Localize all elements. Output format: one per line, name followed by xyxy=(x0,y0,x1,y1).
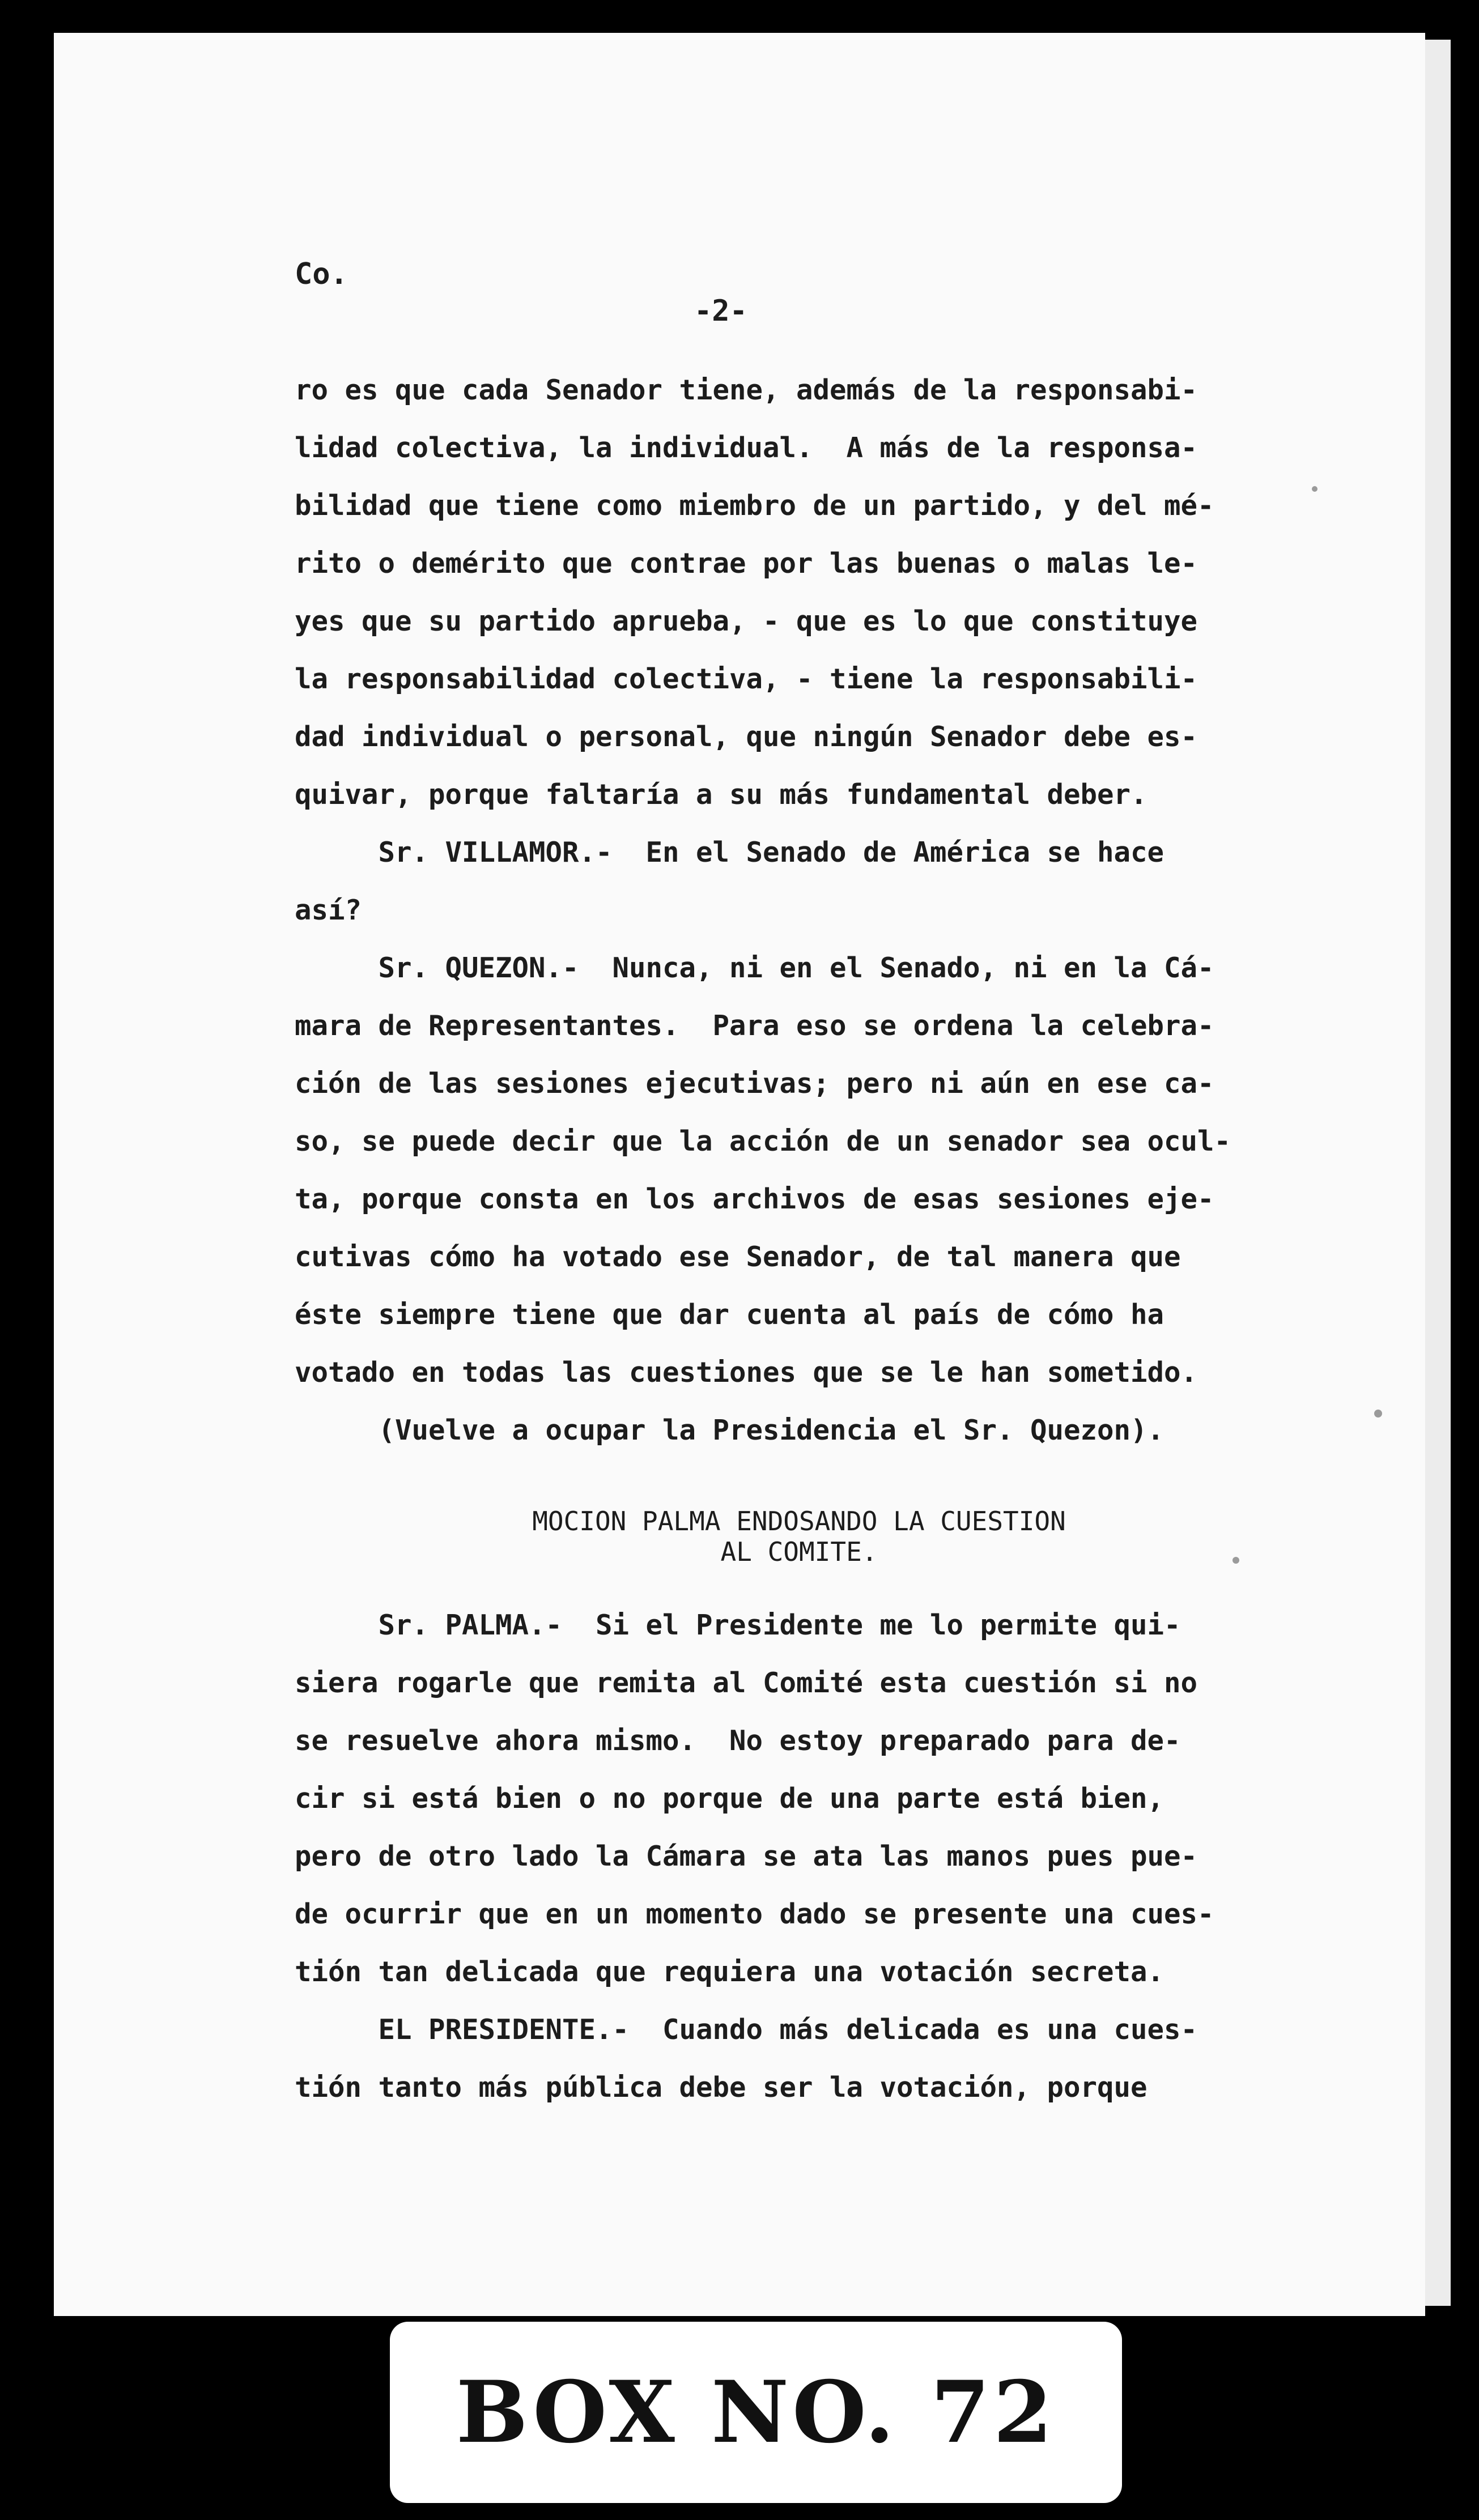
text-line: tión tan delicada que requiera una votación secreta. xyxy=(295,1956,1164,1988)
section-heading xyxy=(295,1506,1303,1567)
paper-speck xyxy=(1374,1410,1382,1418)
box-label-text: BOX NO. 72 xyxy=(456,2362,1056,2462)
text-line: así? xyxy=(295,894,362,926)
text-line: EL PRESIDENTE.- Cuando más delicada es una cues- xyxy=(295,2014,1198,2046)
text-line: bilidad que tiene como miembro de un partido, y del mé- xyxy=(295,489,1214,522)
text-line: so, se puede decir que la acción de un senador sea ocul- xyxy=(295,1125,1231,1157)
text-line: pero de otro lado la Cámara se ata las manos pues pue- xyxy=(295,1840,1198,1872)
text-line: dad individual o personal, que ningún Senador debe es- xyxy=(295,721,1198,753)
text-line: éste siempre tiene que dar cuenta al país de cómo ha xyxy=(295,1299,1164,1331)
text-line: yes que su partido aprueba, - que es lo que constituye xyxy=(295,605,1198,637)
text-line: quivar, porque faltaría a su más fundamental deber. xyxy=(295,778,1148,811)
text-line: cutivas cómo ha votado ese Senador, de tal manera que xyxy=(295,1241,1181,1273)
text-line: ta, porque consta en los archivos de esas sesiones eje- xyxy=(295,1183,1214,1215)
text-line: tión tanto más pública debe ser la votación, porque xyxy=(295,2071,1148,2104)
text-line: ro es que cada Senador tiene, además de la responsabi- xyxy=(295,374,1198,406)
paper-speck xyxy=(1312,486,1318,492)
text-line: rito o demérito que contrae por las buenas o malas le- xyxy=(295,547,1198,580)
paper-speck xyxy=(1232,1557,1239,1564)
document-page xyxy=(54,33,1425,2316)
text-line: de ocurrir que en un momento dado se presente una cues- xyxy=(295,1898,1214,1930)
text-line: lidad colectiva, la individual. A más de la responsa- xyxy=(295,432,1198,464)
section-heading-line-1: MOCION PALMA ENDOSANDO LA CUESTION xyxy=(532,1506,1066,1536)
text-line: votado en todas las cuestiones que se le han sometido. xyxy=(295,1356,1198,1389)
body-text-block-2 xyxy=(295,1597,1303,2117)
box-label-card xyxy=(390,2322,1122,2503)
text-line: la responsabilidad colectiva, - tiene la responsabili- xyxy=(295,663,1198,695)
body-text-block-1 xyxy=(295,361,1303,1459)
text-line: cir si está bien o no porque de una parte está bien, xyxy=(295,1782,1164,1815)
text-line: (Vuelve a ocupar la Presidencia el Sr. Quezon). xyxy=(295,1414,1164,1446)
text-line: mara de Representantes. Para eso se ordena la celebra- xyxy=(295,1010,1214,1042)
text-line: Sr. PALMA.- Si el Presidente me lo permite qui- xyxy=(295,1609,1181,1641)
section-heading-line-2: AL COMITE. xyxy=(720,1536,878,1567)
text-line: Sr. VILLAMOR.- En el Senado de América se hace xyxy=(295,836,1164,869)
corner-mark: Co. xyxy=(295,257,348,291)
text-line: Sr. QUEZON.- Nunca, ni en el Senado, ni en la Cá- xyxy=(295,952,1214,984)
text-line: siera rogarle que remita al Comité esta cuestión si no xyxy=(295,1667,1198,1699)
text-line: ción de las sesiones ejecutivas; pero ni aún en ese ca- xyxy=(295,1067,1214,1100)
page-number: -2- xyxy=(694,294,747,328)
text-line: se resuelve ahora mismo. No estoy preparado para de- xyxy=(295,1725,1181,1757)
